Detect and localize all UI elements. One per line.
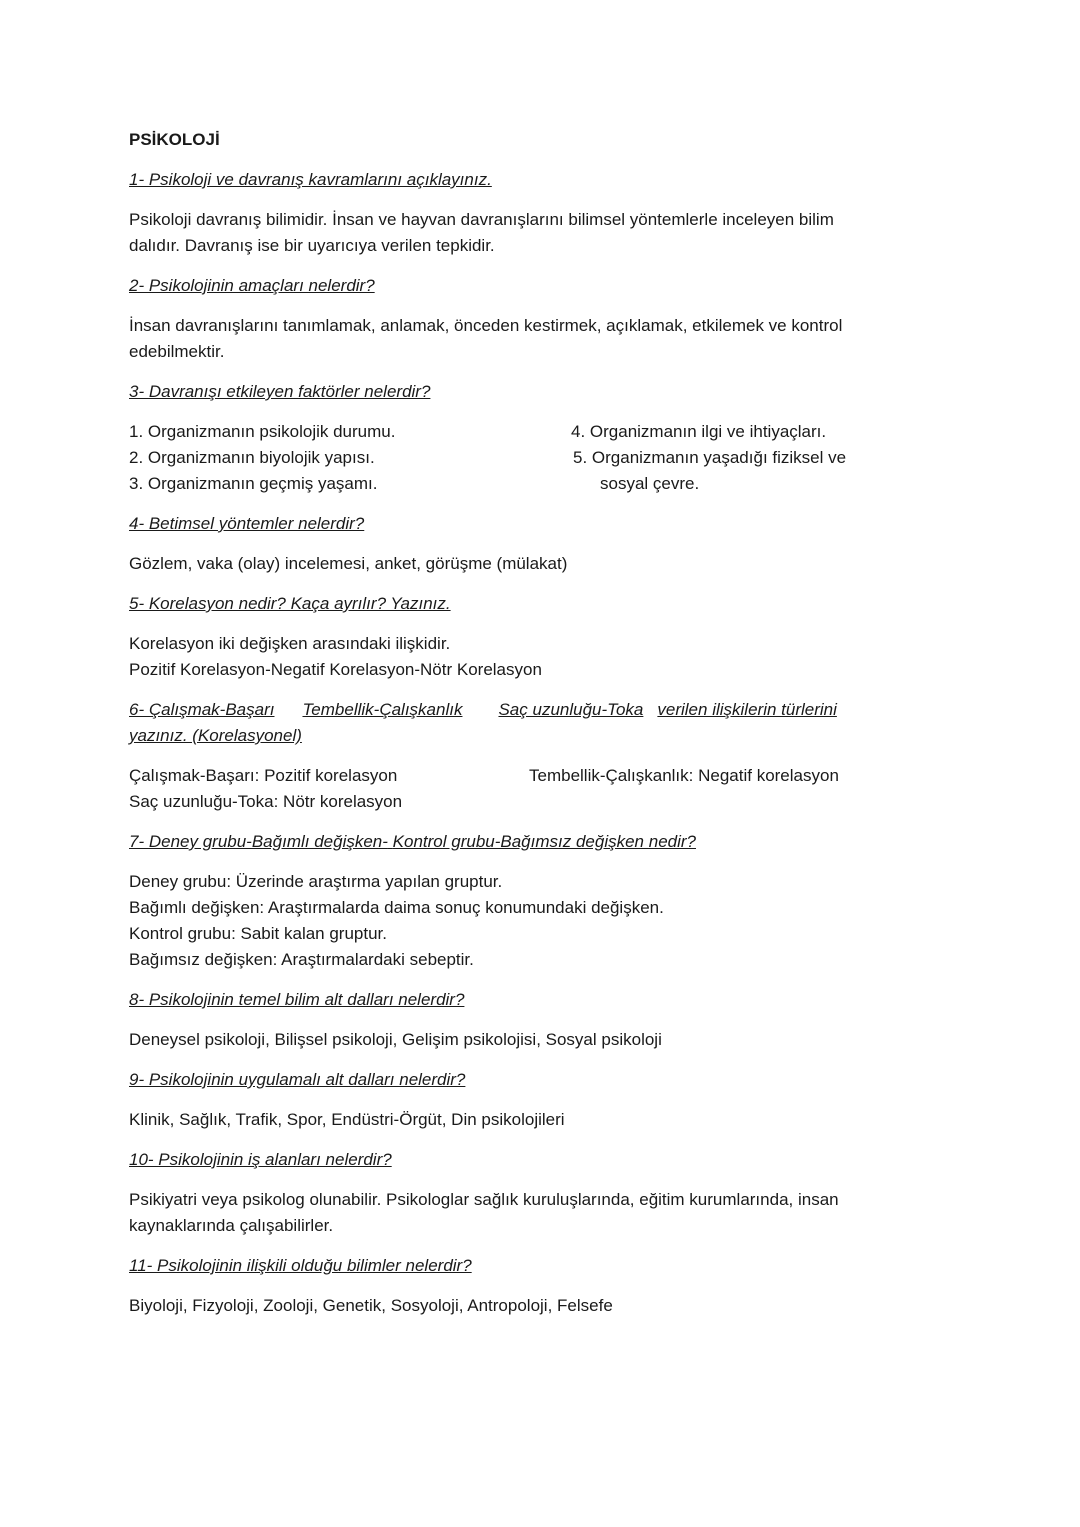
question-3: 3- Davranışı etkileyen faktörler nelerdir? [129,382,431,401]
answer-2 [129,313,944,365]
question-6-part-2: Tembellik-Çalışkanlık [302,700,463,719]
question-6-part-3: Saç uzunluğu-Toka [498,700,644,719]
answer-7-line: Kontrol grubu: Sabit kalan gruptur. [129,924,387,943]
answer-6-line-2: Saç uzunluğu-Toka: Nötr korelasyon [129,792,403,811]
answer-10 [129,1187,944,1239]
question-2: 2- Psikolojinin amaçları nelerdir? [129,276,375,295]
document-content [129,127,944,1333]
list-item: 2. Organizmanın biyolojik yapısı. [129,448,375,467]
question-9: 9- Psikolojinin uygulamalı alt dalları nelerdir? [129,1070,466,1089]
question-6-part-1: 6- Çalışmak-Başarı [129,700,275,719]
answer-3-right-column [571,419,944,497]
answer-6-left: Çalışmak-Başarı: Pozitif korelasyon [129,766,398,785]
question-7 [129,829,944,855]
answer-9: Klinik, Sağlık, Trafik, Spor, Endüstri-Örgüt, Din psikolojileri [129,1110,565,1129]
question-5: 5- Korelasyon nedir? Kaça ayrılır? Yazınız. [129,594,451,613]
answer-5-line-2: Pozitif Korelasyon-Negatif Korelasyon-Nötr Korelasyon [129,660,542,679]
question-6-part-4: verilen ilişkilerin türlerini [657,700,837,719]
answer-1-line-1: Psikoloji davranış bilimidir. İnsan ve hayvan davranışlarını bilimsel yöntemlerle inceleyen bilim [129,210,834,229]
list-item: 5. Organizmanın yaşadığı fiziksel ve [573,448,847,467]
page-title: PSİKOLOJİ [129,130,220,149]
question-8: 8- Psikolojinin temel bilim alt dalları nelerdir? [129,990,465,1009]
question-7-part-2: Kontrol grubu-Bağımsız değişken nedir? [392,832,696,851]
answer-7-line: Deney grubu: Üzerinde araştırma yapılan gruptur. [129,872,503,891]
answer-7-line: Bağımsız değişken: Araştırmalardaki sebeptir. [129,950,474,969]
answer-8: Deneysel psikoloji, Bilişsel psikoloji, Gelişim psikolojisi, Sosyal psikoloji [129,1030,662,1049]
question-11: 11- Psikolojinin ilişkili olduğu bilimler nelerdir? [129,1256,472,1275]
list-item-continuation: sosyal çevre. [600,474,700,493]
question-7-part-1: 7- Deney grubu-Bağımlı değişken- [129,832,388,851]
answer-10-line-2: kaynaklarında çalışabilirler. [129,1216,334,1235]
question-1: 1- Psikoloji ve davranış kavramlarını açıklayınız. [129,170,492,189]
list-item: 1. Organizmanın psikolojik durumu. [129,422,396,441]
answer-7-line: Bağımlı değişken: Araştırmalarda daima sonuç konumundaki değişken. [129,898,664,917]
answer-6-right: Tembellik-Çalışkanlık: Negatif korelasyon [529,766,839,785]
answer-2-line-1: İnsan davranışlarını tanımlamak, anlamak, önceden kestirmek, açıklamak, etkilemek ve kontrol [129,316,843,335]
answer-5 [129,631,944,683]
answer-10-line-1: Psikiyatri veya psikolog olunabilir. Psikologlar sağlık kuruluşlarında, eğitim kurumlarında, insan [129,1190,839,1209]
answer-6 [129,763,944,815]
question-4: 4- Betimsel yöntemler nelerdir? [129,514,365,533]
question-6-line-1 [129,697,944,723]
answer-5-line-1: Korelasyon iki değişken arasındaki ilişkidir. [129,634,451,653]
answer-2-line-2: edebilmektir. [129,342,225,361]
answer-11: Biyoloji, Fizyoloji, Zooloji, Genetik, Sosyoloji, Antropoloji, Felsefe [129,1296,613,1315]
answer-1-line-2: dalıdır. Davranış ise bir uyarıcıya verilen tepkidir. [129,236,495,255]
answer-7 [129,869,944,973]
answer-4: Gözlem, vaka (olay) incelemesi, anket, görüşme (mülakat) [129,554,568,573]
answer-1 [129,207,944,259]
question-10: 10- Psikolojinin iş alanları nelerdir? [129,1150,392,1169]
list-item: 4. Organizmanın ilgi ve ihtiyaçları. [571,422,827,441]
question-6-line-2: yazınız. (Korelasyonel) [129,726,302,745]
answer-6-row-1 [129,763,944,789]
question-6 [129,697,944,749]
list-item: 3. Organizmanın geçmiş yaşamı. [129,474,378,493]
answer-3 [129,419,944,497]
answer-3-left-column [129,419,571,497]
